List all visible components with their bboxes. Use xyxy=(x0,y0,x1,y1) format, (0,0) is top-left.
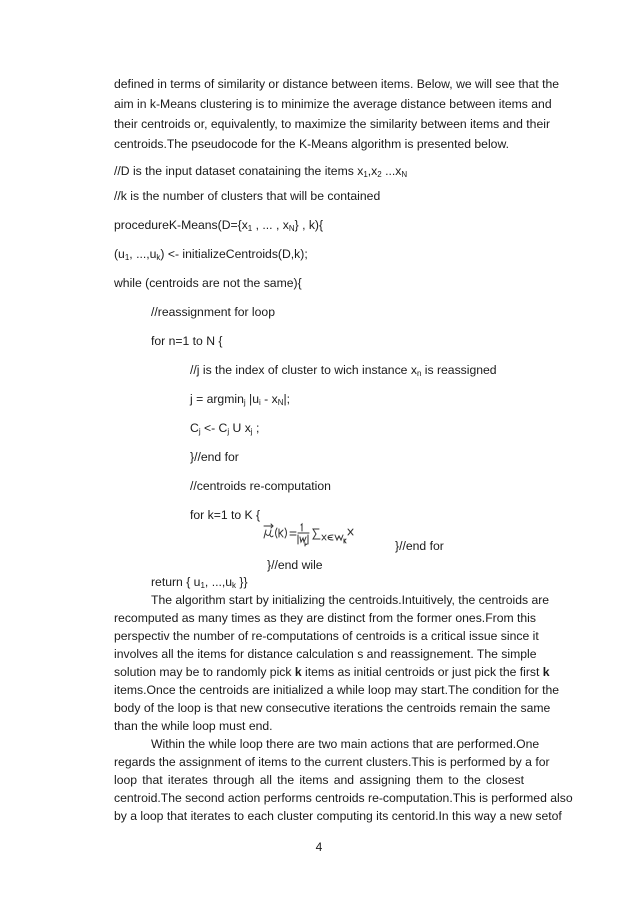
text-line: loop that iterates through all the items and assigning them to the closest xyxy=(114,773,524,787)
text-line: centroid.The second action performs centroids re-computation.This is performed also xyxy=(114,791,573,805)
centroid-formula-image xyxy=(261,522,396,548)
text-line: body of the loop is that new consecutive iterations the centroids remain the same xyxy=(114,701,551,715)
text-line: Within the while loop there are two main actions that are performed.One xyxy=(151,737,540,751)
code-line: //reassignment for loop xyxy=(151,305,275,319)
code-line: for n=1 to N { xyxy=(151,334,223,348)
page-number: 4 xyxy=(315,840,323,854)
code-line: //D is the input dataset conataining the items $x_1,x_2$ $...x_N$ xyxy=(114,164,408,179)
code-line: }//end wile xyxy=(267,558,323,572)
code-line: procedureK-$Means(D=\{x_1$ , ... , $x_N$} , k){ xyxy=(114,218,324,233)
code-line: j = argmin$_j$ $|u_i - x_N|$; xyxy=(190,392,291,407)
text-line: The algorithm start by initializing the centroids.Intuitively, the centroids are xyxy=(151,593,550,607)
text-line: aim in k-Means clustering is to minimize the average distance between items and xyxy=(114,97,552,111)
text-line: involves all the items for distance calculation s and reassignement. The simple xyxy=(114,647,537,661)
text-line: regards the assignment of items to the current clusters.This is performed by a for xyxy=(114,755,550,769)
code-line: for k=1 to K { xyxy=(190,508,261,522)
code-line: return { $u_1$, $...,u_k$ }} xyxy=(151,575,248,590)
code-line: ($u_1$, $...,u_k$) <- initializeCentroids(D,k); xyxy=(114,247,308,262)
code-line: $C_j <- C_j$ U $x_j$ ; xyxy=(190,421,260,436)
text-line: their centroids or, equivalently, to maximize the similarity between items and their xyxy=(114,117,551,131)
text-line: by a loop that iterates to each cluster computing its centorid.In this way a new setof xyxy=(114,809,562,823)
code-line: while (centroids are not the same){ xyxy=(114,276,302,290)
text-line: solution may be to randomly pick k items as initial centroids or just pick the first k xyxy=(114,665,550,679)
text-line: defined in terms of similarity or distance between items. Below, we will see that the xyxy=(114,77,560,91)
text-line: items.Once the centroids are initialized a while loop may start.The condition for the xyxy=(114,683,560,697)
text-line: perspectiv the number of re-computations of centroids is a critical issue since it xyxy=(114,629,539,643)
code-line: }//end for xyxy=(395,539,444,553)
code-line: //j is the index of cluster to wich instance $x_n$ is reassigned xyxy=(190,363,497,378)
text-line: recomputed as many times as they are distinct from the former ones.From this xyxy=(114,611,536,625)
code-line: //centroids re-computation xyxy=(190,479,331,493)
code-line: //k is the number of clusters that will be contained xyxy=(114,189,381,203)
code-line: }//end for xyxy=(190,450,239,464)
text-line: centroids.The pseudocode for the K-Means algorithm is presented below. xyxy=(114,137,509,151)
text-line: than the while loop must end. xyxy=(114,719,273,733)
